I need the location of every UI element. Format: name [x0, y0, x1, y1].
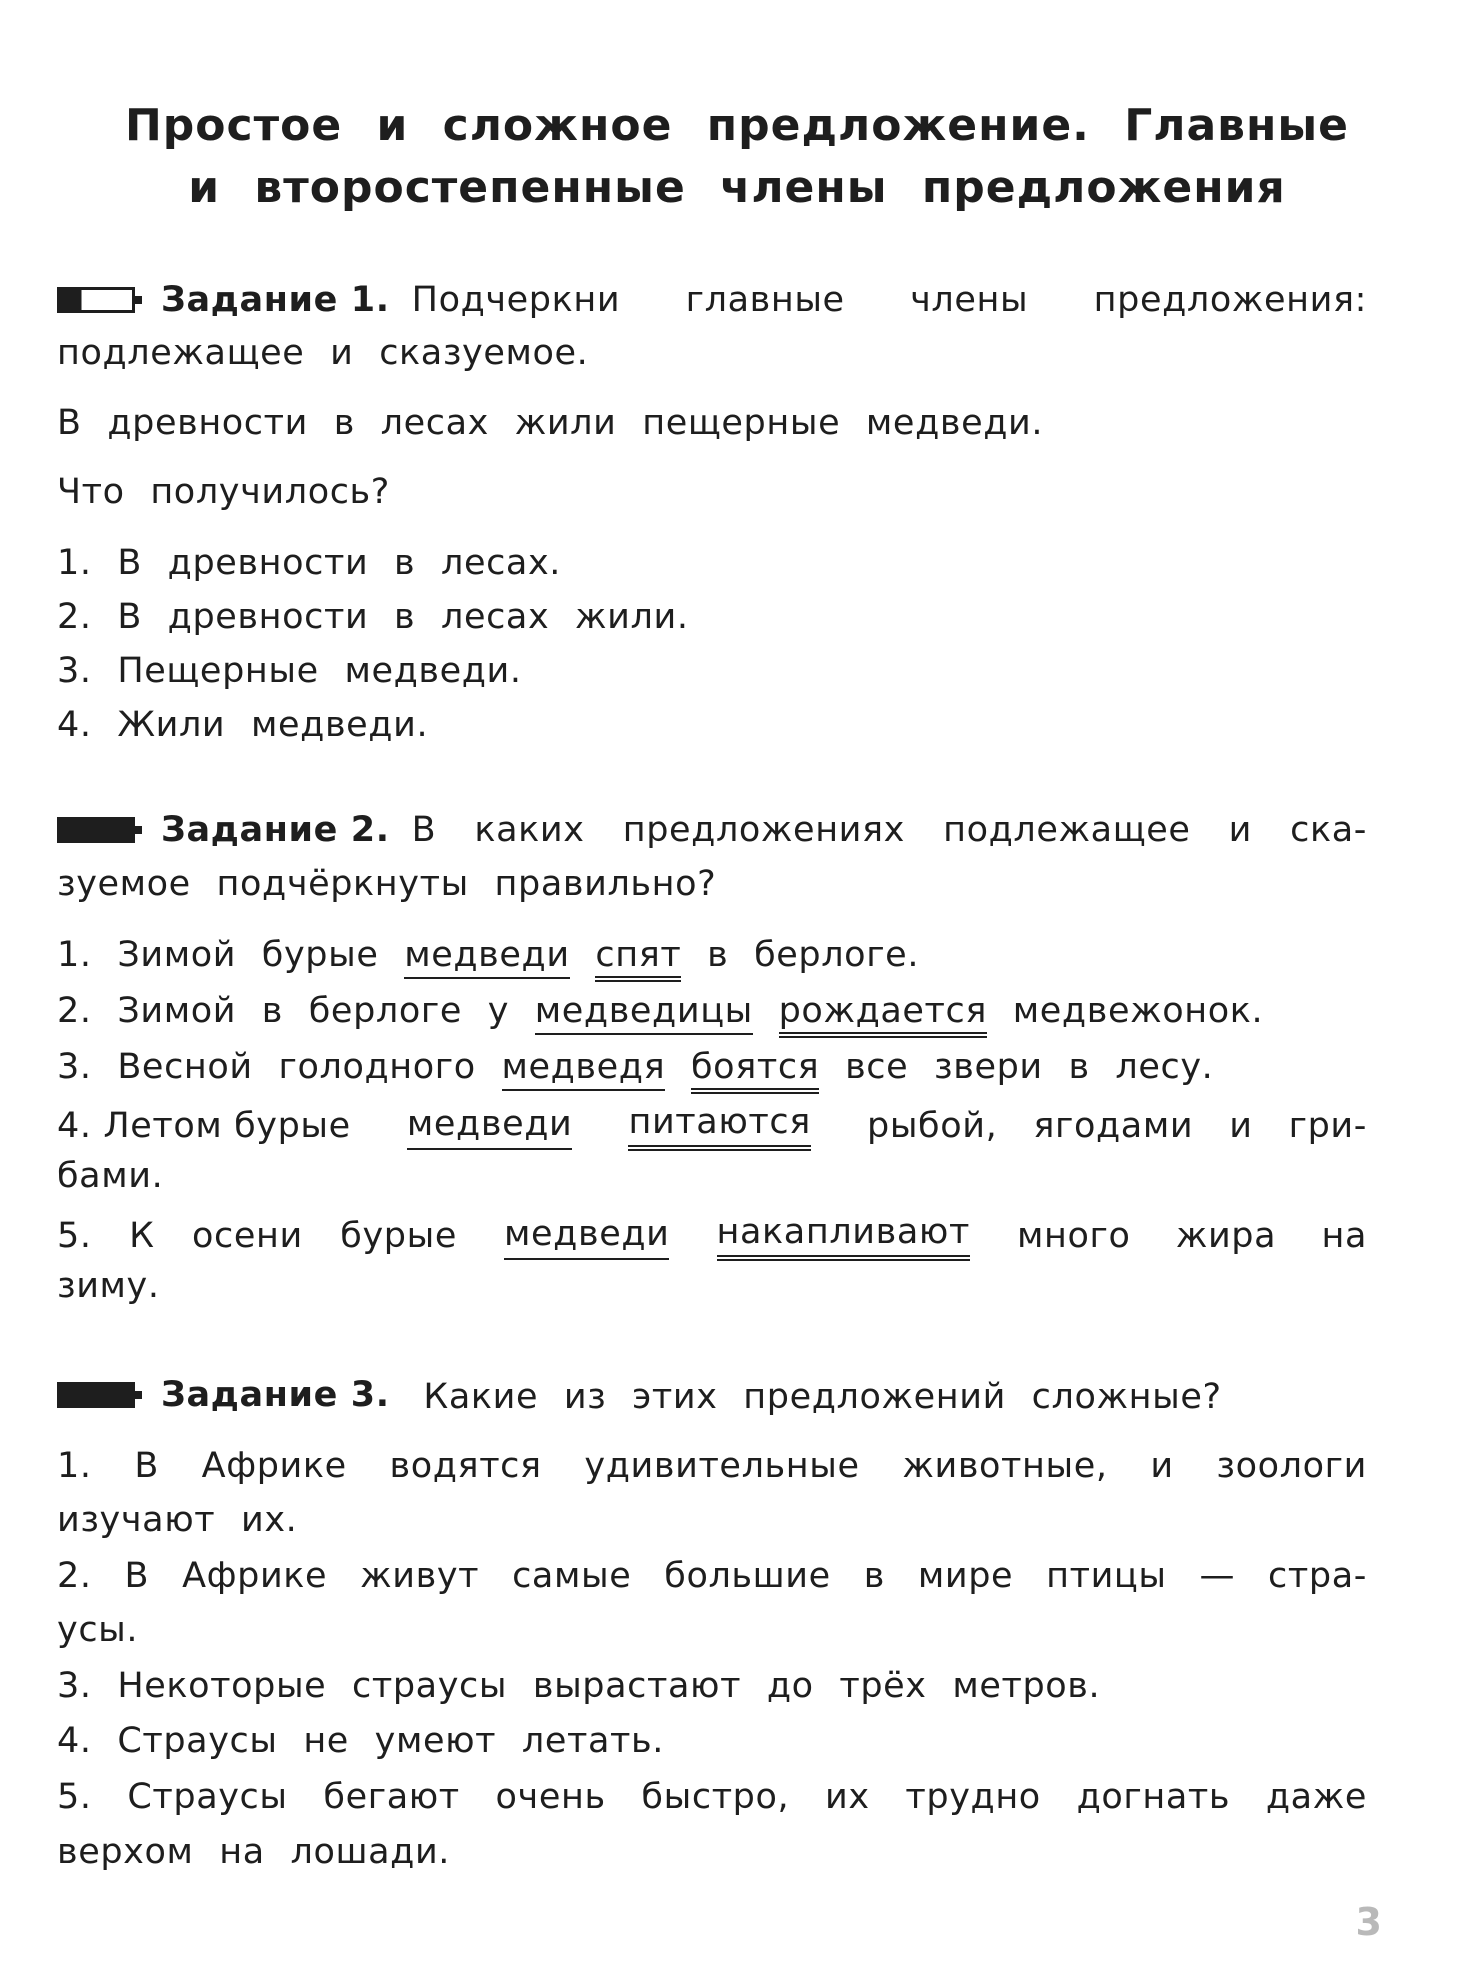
task2-sentence-5: [57, 1210, 1367, 1261]
subject-underlined: медведя: [502, 1047, 666, 1091]
predicate-underlined: питаются: [628, 1100, 810, 1151]
sentence-text: 4. Летом бурые: [57, 1105, 351, 1146]
title-line-2: и второстепенные члены предложения: [188, 162, 1286, 213]
page-title: [0, 95, 1474, 219]
task1-question: Что получилось?: [57, 472, 390, 512]
title-line-1: Простое и сложное предложение. Главные: [124, 100, 1350, 151]
subject-underlined: медведицы: [535, 991, 753, 1035]
predicate-underlined: боятся: [691, 1047, 819, 1094]
task3-instruction: Какие из этих предложений сложные?: [423, 1377, 1222, 1417]
task1-option-2: 2. В древности в лесах жили.: [57, 597, 689, 637]
subject-underlined: медведи: [407, 1102, 572, 1150]
task2-instruction-1: В каких предложениях подлежащее и ска-: [411, 810, 1367, 850]
task1-option-1: 1. В древности в лесах.: [57, 543, 562, 583]
sentence-text: в берлоге.: [707, 935, 920, 975]
task3-heading: [57, 1373, 1367, 1419]
predicate-underlined: рождается: [779, 991, 987, 1038]
task-marker-icon: [57, 817, 135, 843]
task3-line-8: верхом на лошади.: [57, 1832, 451, 1872]
task1-instruction-2: подлежащее и сказуемое.: [57, 333, 589, 373]
sentence-text: 3. Весной голодного: [57, 1047, 476, 1087]
task1-sentence: В древности в лесах жили пещерные медведи.: [57, 403, 1044, 443]
task3-line-1: 1. В Африке водятся удивительные животные, и зоологи: [57, 1446, 1367, 1486]
task2-sentence-5-cont: зиму.: [57, 1266, 160, 1306]
task3-label: Задание 3.: [161, 1375, 390, 1415]
subject-underlined: медведи: [504, 1212, 669, 1260]
task2-sentence-4: [57, 1100, 1367, 1151]
predicate-underlined: спят: [595, 935, 681, 982]
task1-option-4: 4. Жили медведи.: [57, 705, 429, 745]
task2-sentence-4-cont: бами.: [57, 1156, 164, 1196]
task2-heading: [57, 808, 1367, 852]
task-marker-icon: [57, 1382, 135, 1408]
sentence-text: 1. Зимой бурые: [57, 935, 379, 975]
task1-option-3: 3. Пещерные медведи.: [57, 651, 522, 691]
task1-instruction-1: Подчеркни главные члены предложения:: [411, 280, 1367, 320]
page-number: 3: [1355, 1900, 1382, 1944]
task-marker-icon: [57, 287, 135, 313]
sentence-text: все звери в лесу.: [845, 1047, 1214, 1087]
task2-sentence-2: [57, 989, 1367, 1033]
task3-line-3: 2. В Африке живут самые большие в мире птицы — стра-: [57, 1556, 1367, 1596]
sentence-text: 5. К осени бурые: [57, 1215, 457, 1256]
task3-line-7: 5. Страусы бегают очень быстро, их трудно догнать даже: [57, 1777, 1367, 1817]
task3-line-5: 3. Некоторые страусы вырастают до трёх метров.: [57, 1666, 1101, 1706]
task1-heading: [57, 278, 1367, 322]
task3-line-4: усы.: [57, 1610, 139, 1650]
task2-instruction-2: зуемое подчёркнуты правильно?: [57, 864, 717, 904]
task1-label: Задание 1.: [161, 280, 390, 320]
subject-underlined: медведи: [404, 935, 569, 979]
sentence-text: 2. Зимой в берлоге у: [57, 991, 510, 1031]
task3-line-2: изучают их.: [57, 1500, 298, 1540]
sentence-text: рыбой, ягодами и гри-: [867, 1105, 1367, 1146]
task2-sentence-1: [57, 933, 1367, 977]
task2-label: Задание 2.: [161, 810, 390, 850]
sentence-text: медвежонок.: [1012, 991, 1264, 1031]
predicate-underlined: накапливают: [717, 1210, 970, 1261]
sentence-text: много жира на: [1017, 1215, 1367, 1256]
task2-sentence-3: [57, 1045, 1367, 1089]
task3-line-6: 4. Страусы не умеют летать.: [57, 1721, 664, 1761]
